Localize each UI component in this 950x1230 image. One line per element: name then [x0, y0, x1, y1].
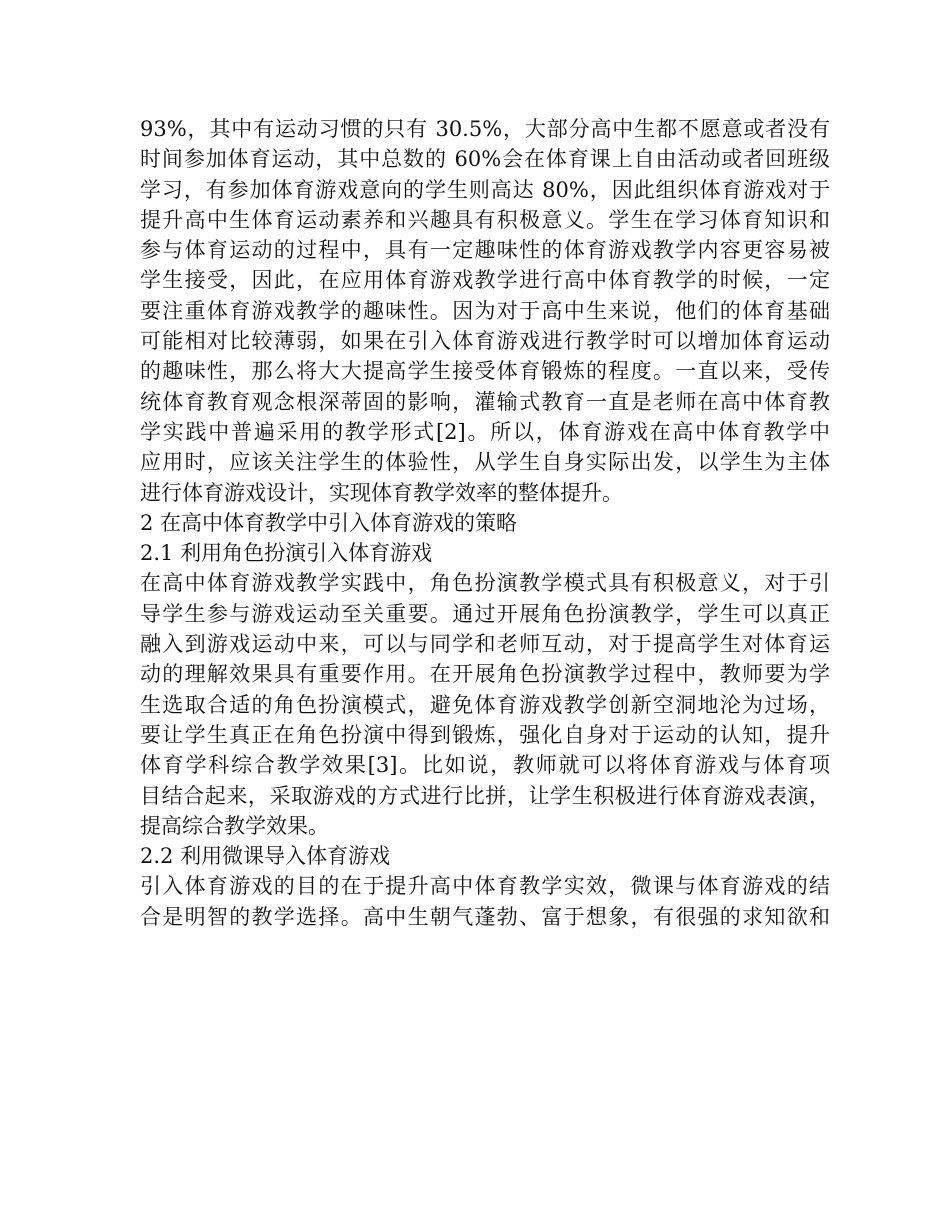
section-heading: 2 在高中体育教学中引入体育游戏的策略	[140, 510, 518, 535]
text-line: 融入到游戏运动中来，可以与同学和老师互动，对于提高学生对体育运	[140, 632, 830, 657]
text-line: 合是明智的教学选择。高中生朝气蓬勃、富于想象，有很强的求知欲和	[140, 904, 830, 929]
text-line: 体育学科综合教学效果[3]。比如说，教师就可以将体育游戏与体育项	[140, 753, 830, 778]
text-line: 统体育教育观念根深蒂固的影响，灌输式教育一直是老师在高中体育教	[140, 389, 830, 414]
text-line: 应用时，应该关注学生的体验性，从学生自身实际出发，以学生为主体	[140, 450, 830, 475]
text-line: 生选取合适的角色扮演模式，避免体育游戏教学创新空洞地沦为过场，	[140, 692, 830, 717]
text-line: 的趣味性，那么将大大提高学生接受体育锻炼的程度。一直以来，受传	[140, 359, 830, 384]
text-line: 进行体育游戏设计，实现体育教学效率的整体提升。	[140, 480, 623, 505]
body-paragraph	[140, 568, 830, 841]
text-line: 导学生参与游戏运动至关重要。通过开展角色扮演教学，学生可以真正	[140, 601, 830, 626]
text-line: 93%，其中有运动习惯的只有 30.5%，大部分高中生都不愿意或者没有	[140, 117, 830, 141]
text-line: 学实践中普遍采用的教学形式[2]。所以，体育游戏在高中体育教学中	[140, 419, 830, 444]
body-paragraph	[140, 114, 830, 508]
subsection-heading: 2.1 利用角色扮演引入体育游戏	[140, 541, 433, 566]
body-paragraph	[140, 871, 830, 932]
text-line: 动的理解效果具有重要作用。在开展角色扮演教学过程中，教师要为学	[140, 662, 830, 687]
text-line: 要注重体育游戏教学的趣味性。因为对于高中生来说，他们的体育基础	[140, 298, 830, 323]
text-line: 目结合起来，采取游戏的方式进行比拼，让学生积极进行体育游戏表演，	[140, 783, 830, 808]
text-line: 学习，有参加体育游戏意向的学生则高达 80%，因此组织体育游戏对于	[140, 177, 830, 202]
text-line: 提高综合教学效果。	[140, 813, 329, 838]
text-line: 可能相对比较薄弱，如果在引入体育游戏进行教学时可以增加体育运动	[140, 329, 830, 354]
text-line: 引入体育游戏的目的在于提升高中体育教学实效，微课与体育游戏的结	[140, 874, 830, 899]
subsection-heading: 2.2 利用微课导入体育游戏	[140, 844, 391, 869]
document-page	[140, 114, 830, 932]
text-line: 参与体育运动的过程中，具有一定趣味性的体育游戏教学内容更容易被	[140, 238, 830, 263]
text-line: 学生接受，因此，在应用体育游戏教学进行高中体育教学的时候，一定	[140, 268, 830, 293]
text-line: 提升高中生体育运动素养和兴趣具有积极意义。学生在学习体育知识和	[140, 207, 830, 232]
text-line: 在高中体育游戏教学实践中，角色扮演教学模式具有积极意义，对于引	[140, 571, 830, 596]
text-line: 要让学生真正在角色扮演中得到锻炼，强化自身对于运动的认知，提升	[140, 722, 830, 747]
text-line: 时间参加体育运动，其中总数的 60%会在体育课上自由活动或者回班级	[140, 147, 830, 172]
